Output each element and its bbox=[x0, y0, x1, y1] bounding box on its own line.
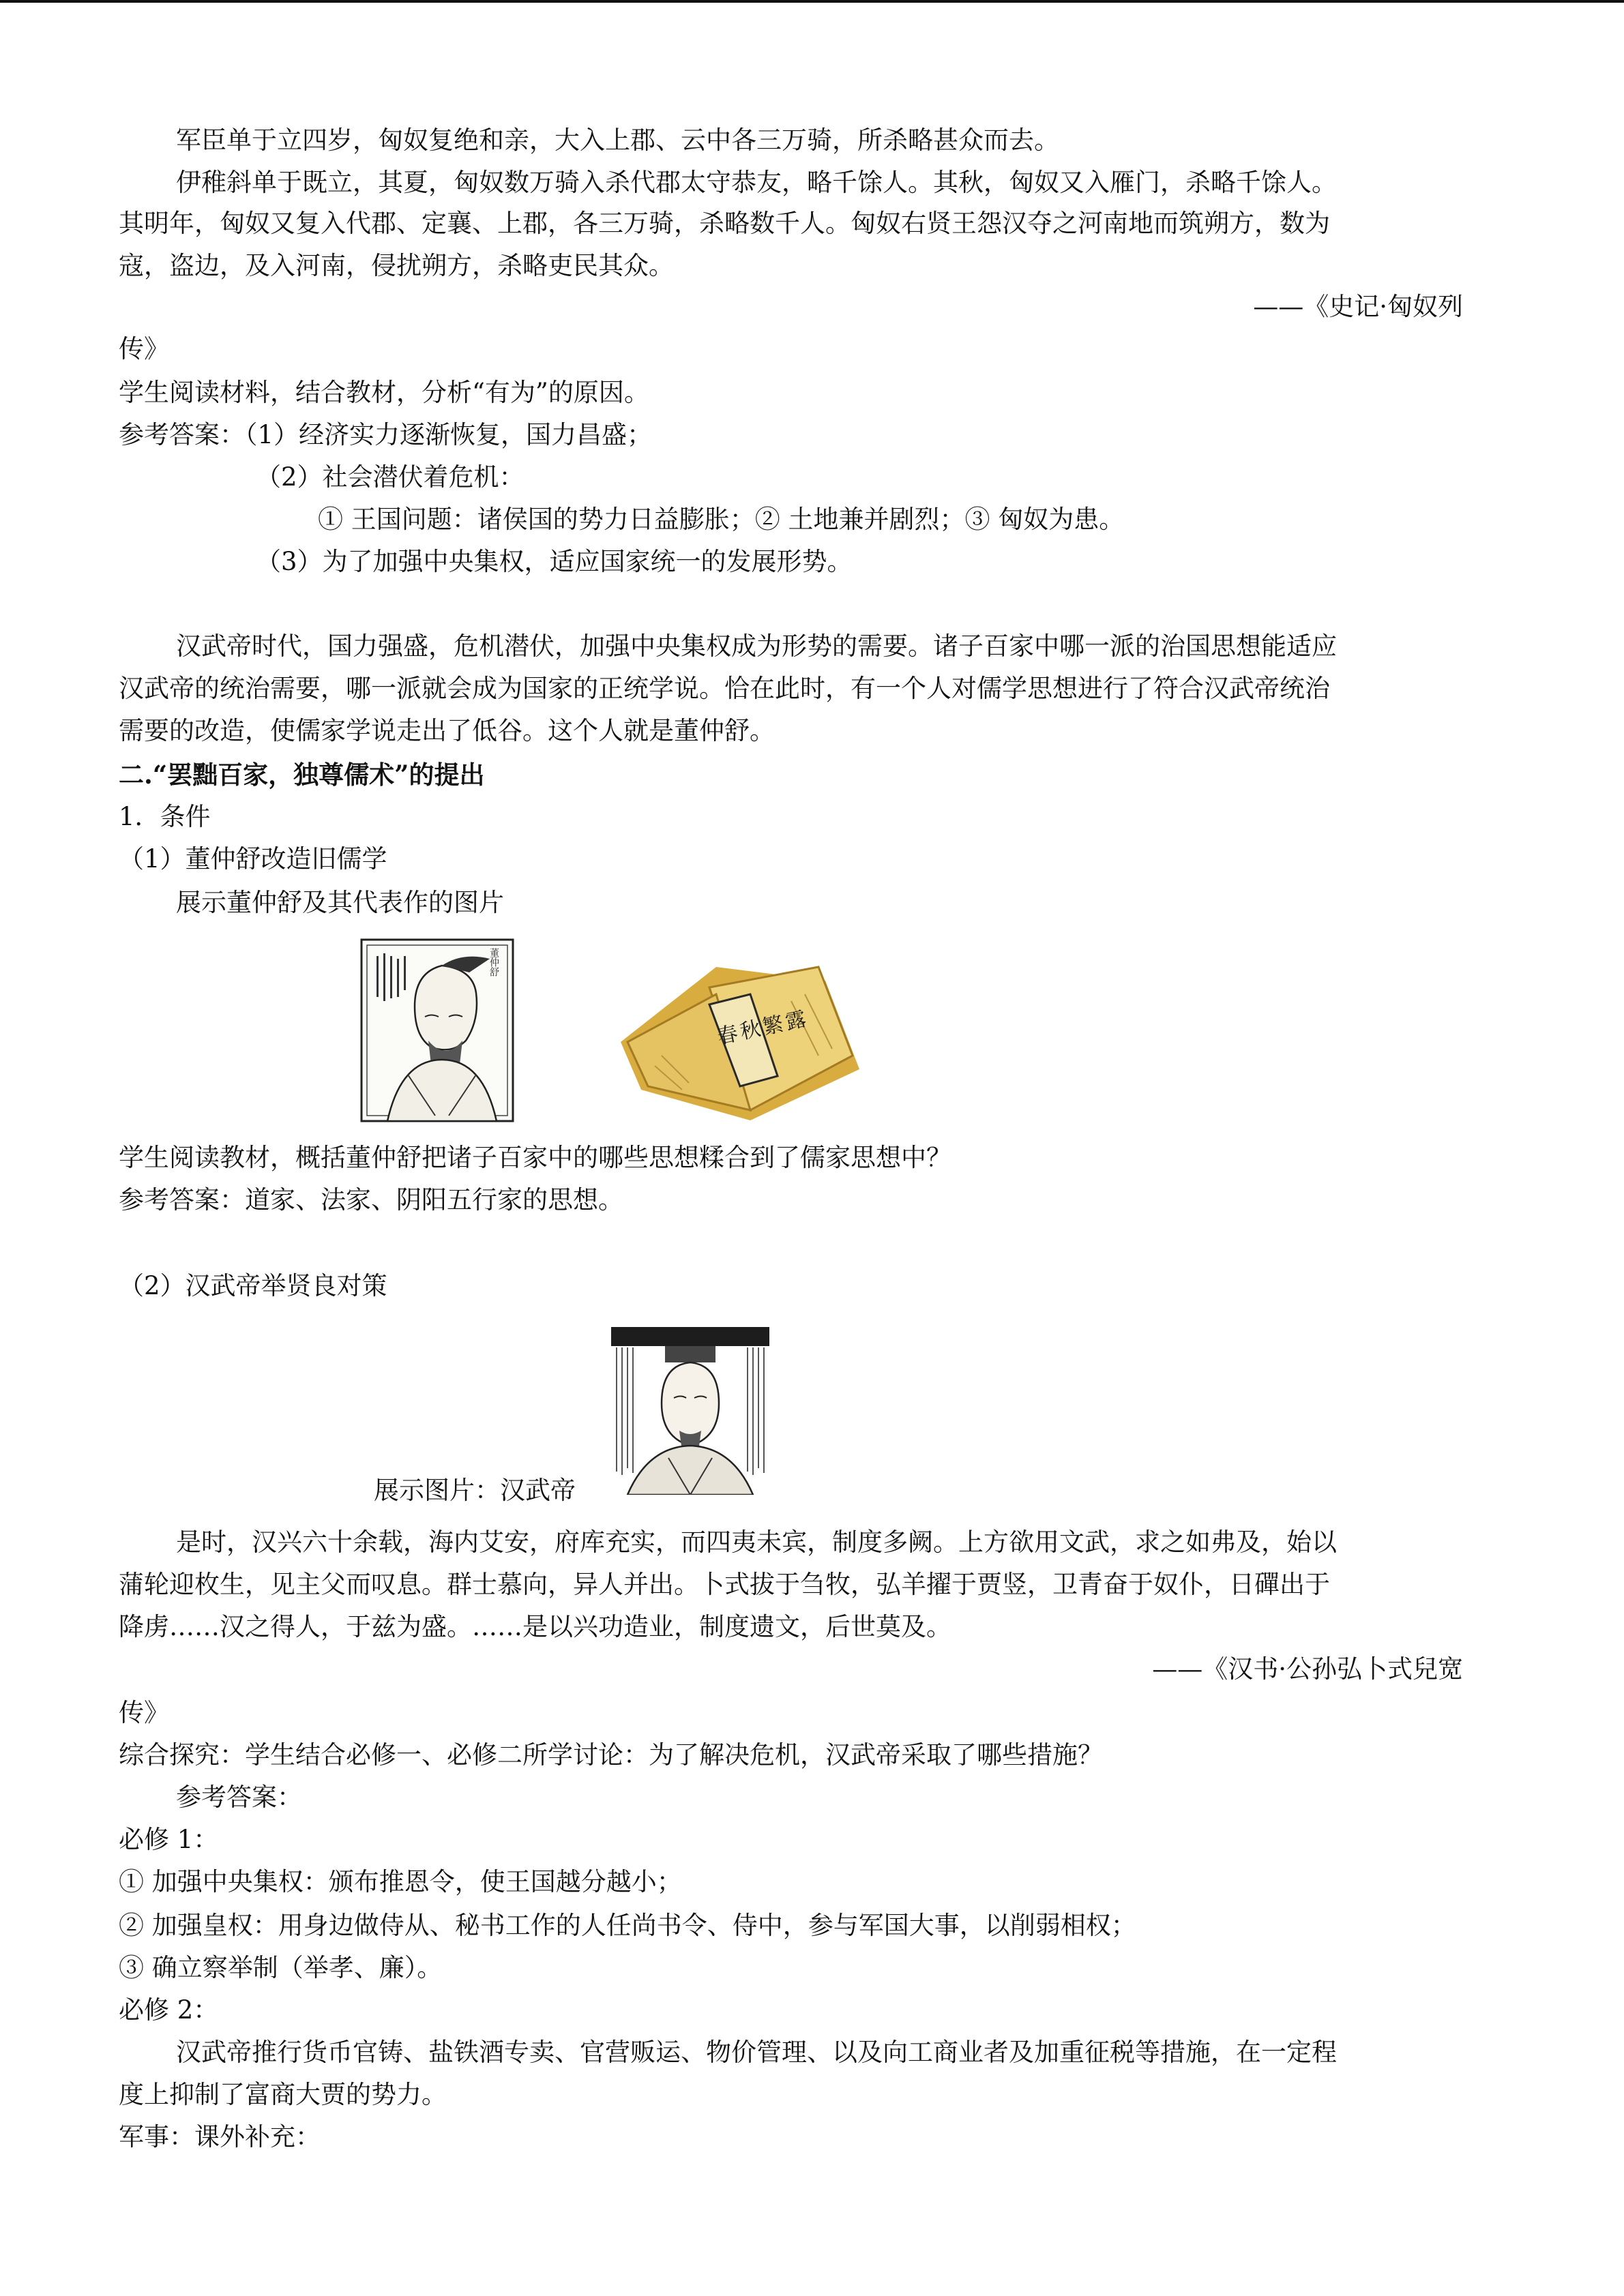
answer-item: ② 加强皇权：用身边做侍从、秘书工作的人任尚书令、侍中，参与军国大事，以削弱相权； bbox=[119, 1911, 1136, 1940]
quote-line: 寇，盗边，及入河南，侵扰朔方，杀略吏民其众。 bbox=[119, 251, 674, 280]
book-title: 春秋繁露 bbox=[715, 1007, 811, 1049]
quote-source: ——《史记·匈奴列 bbox=[1253, 292, 1463, 321]
answer-item: ① 加强中央集权：颁布推恩令，使王国越分越小； bbox=[119, 1867, 682, 1896]
answer-item: ③ 确立察举制（举孝、廉）。 bbox=[119, 1953, 443, 1982]
quote-line: 其明年，匈奴又复入代郡、定襄、上郡，各三万骑，杀略数千人。匈奴右贤王怨汉夺之河南地而筑朔方，数为 bbox=[119, 209, 1330, 238]
quote-source: ——《汉书·公孙弘卜式兒宽 bbox=[1152, 1654, 1463, 1684]
module-heading: 必修 2： bbox=[119, 1995, 219, 2025]
answer-line: （3）为了加强中央集权，适应国家统一的发展形势。 bbox=[256, 547, 853, 576]
answer-label: 参考答案： bbox=[176, 1783, 302, 1812]
subsection-item: 军事：课外补充： bbox=[119, 2122, 321, 2151]
subsection-heading: 1．条件 bbox=[119, 802, 211, 831]
quote-line: 降虏……汉之得人，于兹为盛。……是以兴功造业，制度遗文，后世莫及。 bbox=[119, 1612, 951, 1641]
answer-line: ① 王国问题：诸侯国的势力日益膨胀；② 土地兼并剧烈；③ 匈奴为患。 bbox=[318, 505, 1125, 534]
task-text: 学生阅读材料，结合教材，分析“有为”的原因。 bbox=[119, 378, 649, 407]
task-text: 学生阅读教材，概括董仲舒把诸子百家中的哪些思想糅合到了儒家思想中？ bbox=[119, 1143, 951, 1172]
answer-line: （2）社会潜伏着危机： bbox=[256, 462, 525, 492]
quote-line: 军臣单于立四岁，匈奴复绝和亲，大入上郡、云中各三万骑，所杀略甚众而去。 bbox=[176, 125, 1059, 155]
module-heading: 必修 1： bbox=[119, 1825, 219, 1854]
dong-zhongshu-portrait bbox=[360, 938, 514, 1122]
quote-line: 是时，汉兴六十余载，海内艾安，府库充实，而四夷未宾，制度多阙。上方欲用文武，求之如弗及，始以 bbox=[176, 1527, 1337, 1557]
quote-source-end: 传》 bbox=[119, 334, 169, 363]
portrait-caption: 董仲舒 bbox=[488, 948, 499, 976]
paragraph-line: 汉武帝时代，国力强盛，危机潜伏，加强中央集权成为形势的需要。诸子百家中哪一派的治国思想能适应 bbox=[176, 631, 1337, 661]
quote-line: 蒲轮迎枚生，见主父而叹息。群士慕向，异人并出。卜式拔于刍牧，弘羊擢于贾竖，卫青奋于奴仆，日磾出于 bbox=[119, 1570, 1330, 1599]
image-caption: 展示图片：汉武帝 bbox=[374, 1476, 576, 1505]
answer-line: 参考答案：道家、法家、阴阳五行家的思想。 bbox=[119, 1185, 623, 1214]
paragraph-line: 需要的改造，使儒家学说走出了低谷。这个人就是董仲舒。 bbox=[119, 716, 775, 745]
task-text: 综合探究：学生结合必修一、必修二所学讨论：为了解决危机，汉武帝采取了哪些措施？ bbox=[119, 1740, 1103, 1770]
quote-source-end: 传》 bbox=[119, 1698, 169, 1727]
subsection-item: （2）汉武帝举贤良对策 bbox=[119, 1271, 387, 1300]
chunqiu-fanlu-book-image bbox=[614, 940, 866, 1125]
paragraph-line: 度上抑制了富商大贾的势力。 bbox=[119, 2080, 447, 2109]
section-heading: 二.“罢黜百家，独尊儒术”的提出 bbox=[119, 760, 485, 790]
image-intro: 展示董仲舒及其代表作的图片 bbox=[176, 888, 504, 917]
emperor-wu-portrait bbox=[607, 1322, 773, 1495]
quote-line: 伊稚斜单于既立，其夏，匈奴数万骑入杀代郡太守恭友，略千馀人。其秋，匈奴又入雁门，杀略千馀人。 bbox=[176, 168, 1337, 197]
top-border bbox=[0, 0, 1624, 3]
subsection-item: （1）董仲舒改造旧儒学 bbox=[119, 844, 387, 874]
paragraph-line: 汉武帝的统治需要，哪一派就会成为国家的正统学说。恰在此时，有一个人对儒学思想进行了符合汉武帝统治 bbox=[119, 674, 1330, 703]
answer-line: 参考答案：（1）经济实力逐渐恢复，国力昌盛； bbox=[119, 420, 653, 449]
paragraph-line: 汉武帝推行货币官铸、盐铁酒专卖、官营贩运、物价管理、以及向工商业者及加重征税等措施，在一定程 bbox=[176, 2038, 1337, 2067]
